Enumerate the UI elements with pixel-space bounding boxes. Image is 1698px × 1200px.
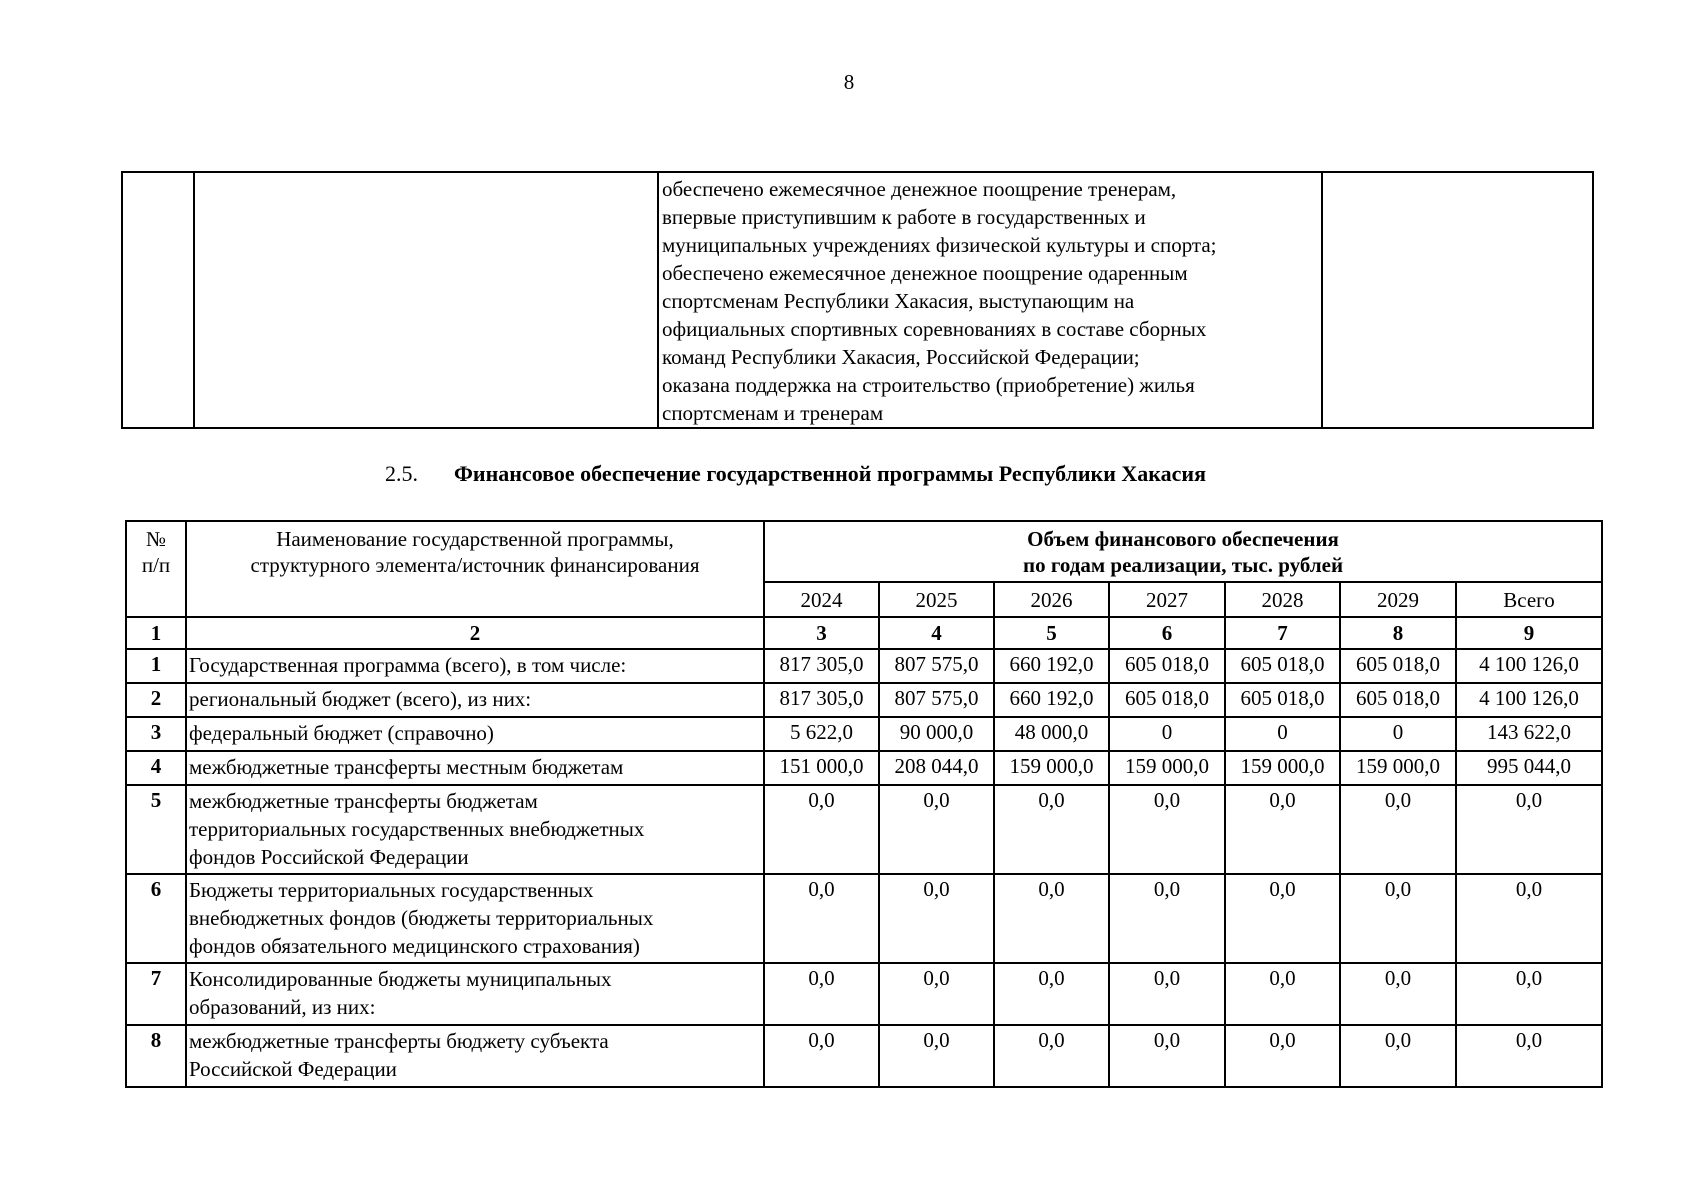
value-2028: 605 018,0 <box>1225 683 1340 717</box>
header-total: Всего <box>1456 582 1602 617</box>
page-number: 8 <box>843 70 855 94</box>
value-2029: 605 018,0 <box>1340 649 1456 683</box>
value-2028: 605 018,0 <box>1225 649 1340 683</box>
header-volume-line: Объем финансового обеспечения <box>1027 527 1339 551</box>
value-total: 995 044,0 <box>1456 751 1602 785</box>
continued-goals-cell <box>658 172 1322 428</box>
value-2027: 0,0 <box>1109 874 1225 963</box>
header-number <box>126 521 186 617</box>
row-name <box>186 717 764 751</box>
section-number: 2.5. <box>385 461 418 486</box>
value-2029: 605 018,0 <box>1340 683 1456 717</box>
header-name <box>186 521 764 617</box>
row-name <box>186 785 764 874</box>
header-number-line: п/п <box>141 553 171 577</box>
row-name-line: федеральный бюджет (справочно) <box>189 721 494 745</box>
value-2024: 0,0 <box>764 963 879 1025</box>
goal-line: оказана поддержка на строительство (приобретение) жилья <box>662 373 1195 397</box>
row-number: 7 <box>126 963 186 1025</box>
row-name <box>186 1025 764 1087</box>
continued-name-cell <box>194 172 658 428</box>
value-2026: 0,0 <box>994 1025 1109 1087</box>
value-2027: 0 <box>1109 717 1225 751</box>
table-row <box>126 874 1602 963</box>
value-2024: 817 305,0 <box>764 683 879 717</box>
column-number-row <box>126 617 1602 649</box>
value-2029: 0,0 <box>1340 785 1456 874</box>
value-2027: 0,0 <box>1109 785 1225 874</box>
table-row <box>126 751 1602 785</box>
value-2029: 0,0 <box>1340 1025 1456 1087</box>
value-2028: 159 000,0 <box>1225 751 1340 785</box>
value-2029: 0,0 <box>1340 874 1456 963</box>
goal-line: команд Республики Хакасия, Российской Федерации; <box>662 345 1140 369</box>
column-number: 7 <box>1225 617 1340 649</box>
row-name-line: межбюджетные трансферты бюджетам <box>189 789 538 813</box>
column-number: 5 <box>994 617 1109 649</box>
row-name <box>186 874 764 963</box>
row-name-line: Консолидированные бюджеты муниципальных <box>189 967 612 991</box>
table-row <box>126 649 1602 683</box>
row-number: 4 <box>126 751 186 785</box>
continued-last-cell <box>1322 172 1593 428</box>
goals-text <box>659 173 1321 427</box>
header-year: 2024 <box>764 582 879 617</box>
value-2025: 807 575,0 <box>879 683 994 717</box>
value-2029: 0 <box>1340 717 1456 751</box>
value-2024: 5 622,0 <box>764 717 879 751</box>
column-number: 9 <box>1456 617 1602 649</box>
value-2025: 0,0 <box>879 874 994 963</box>
value-2025: 0,0 <box>879 785 994 874</box>
table-row <box>126 717 1602 751</box>
continued-results-row <box>122 172 1593 428</box>
header-year: 2025 <box>879 582 994 617</box>
row-name-line: территориальных государственных внебюджетных <box>189 817 645 841</box>
value-2026: 0,0 <box>994 785 1109 874</box>
row-name-line: межбюджетные трансферты местным бюджетам <box>189 755 624 779</box>
goal-line: обеспечено ежемесячное денежное поощрение одаренным <box>662 261 1188 285</box>
value-total: 4 100 126,0 <box>1456 649 1602 683</box>
header-row-top <box>126 521 1602 582</box>
row-number: 2 <box>126 683 186 717</box>
value-2026: 660 192,0 <box>994 649 1109 683</box>
header-year: 2029 <box>1340 582 1456 617</box>
row-name-line: региональный бюджет (всего), из них: <box>189 687 532 711</box>
value-total: 0,0 <box>1456 785 1602 874</box>
section-heading <box>385 461 1206 487</box>
value-2025: 208 044,0 <box>879 751 994 785</box>
column-number: 6 <box>1109 617 1225 649</box>
value-2026: 660 192,0 <box>994 683 1109 717</box>
goal-line: спортсменам и тренерам <box>662 401 884 425</box>
row-name-line: фондов обязательного медицинского страхования) <box>189 934 640 958</box>
table-row <box>126 683 1602 717</box>
goal-line: официальных спортивных соревнованиях в составе сборных <box>662 317 1207 341</box>
goal-line: впервые приступившим к работе в государственных и <box>662 205 1146 229</box>
value-2025: 807 575,0 <box>879 649 994 683</box>
row-name-line: фондов Российской Федерации <box>189 845 469 869</box>
value-2024: 0,0 <box>764 874 879 963</box>
value-2028: 0 <box>1225 717 1340 751</box>
header-name-line: Наименование государственной программы, <box>276 527 674 551</box>
header-number-line: № <box>145 527 167 551</box>
value-total: 4 100 126,0 <box>1456 683 1602 717</box>
value-total: 0,0 <box>1456 874 1602 963</box>
value-2026: 159 000,0 <box>994 751 1109 785</box>
finance-table <box>125 520 1603 1088</box>
row-name-line: Российской Федерации <box>189 1057 397 1081</box>
row-name-line: межбюджетные трансферты бюджету субъекта <box>189 1029 609 1053</box>
header-volume-line: по годам реализации, тыс. рублей <box>1023 553 1344 577</box>
header-name-line: структурного элемента/источник финансирования <box>250 553 700 577</box>
goal-line: муниципальных учреждениях физической культуры и спорта; <box>662 233 1217 257</box>
row-name-line: внебюджетных фондов (бюджеты территориальных <box>189 906 654 930</box>
value-2026: 48 000,0 <box>994 717 1109 751</box>
value-2025: 0,0 <box>879 963 994 1025</box>
value-2029: 159 000,0 <box>1340 751 1456 785</box>
row-name-line: Бюджеты территориальных государственных <box>189 878 594 902</box>
header-year: 2026 <box>994 582 1109 617</box>
value-2027: 0,0 <box>1109 1025 1225 1087</box>
value-2028: 0,0 <box>1225 785 1340 874</box>
value-2028: 0,0 <box>1225 874 1340 963</box>
row-number: 3 <box>126 717 186 751</box>
table-row <box>126 1025 1602 1087</box>
value-2028: 0,0 <box>1225 963 1340 1025</box>
header-year: 2028 <box>1225 582 1340 617</box>
table-row <box>126 785 1602 874</box>
value-total: 143 622,0 <box>1456 717 1602 751</box>
row-number: 8 <box>126 1025 186 1087</box>
value-total: 0,0 <box>1456 963 1602 1025</box>
header-year: 2027 <box>1109 582 1225 617</box>
goal-line: обеспечено ежемесячное денежное поощрение тренерам, <box>662 177 1177 201</box>
value-2025: 90 000,0 <box>879 717 994 751</box>
row-number: 1 <box>126 649 186 683</box>
value-2026: 0,0 <box>994 963 1109 1025</box>
value-2024: 151 000,0 <box>764 751 879 785</box>
column-number: 1 <box>126 617 186 649</box>
value-2027: 605 018,0 <box>1109 683 1225 717</box>
row-number: 5 <box>126 785 186 874</box>
column-number: 8 <box>1340 617 1456 649</box>
row-name <box>186 649 764 683</box>
column-number: 4 <box>879 617 994 649</box>
value-2029: 0,0 <box>1340 963 1456 1025</box>
column-number: 3 <box>764 617 879 649</box>
value-total: 0,0 <box>1456 1025 1602 1087</box>
section-title: Финансовое обеспечение государственной программы Республики Хакасия <box>454 461 1206 486</box>
table-row <box>126 963 1602 1025</box>
value-2025: 0,0 <box>879 1025 994 1087</box>
value-2026: 0,0 <box>994 874 1109 963</box>
goal-line: спортсменам Республики Хакасия, выступающим на <box>662 289 1135 313</box>
row-name <box>186 751 764 785</box>
row-name-line: Государственная программа (всего), в том числе: <box>189 653 627 677</box>
row-name <box>186 683 764 717</box>
row-number: 6 <box>126 874 186 963</box>
value-2027: 159 000,0 <box>1109 751 1225 785</box>
value-2024: 0,0 <box>764 1025 879 1087</box>
value-2027: 605 018,0 <box>1109 649 1225 683</box>
header-volume <box>764 521 1602 582</box>
value-2024: 0,0 <box>764 785 879 874</box>
value-2027: 0,0 <box>1109 963 1225 1025</box>
row-name-line: образований, из них: <box>189 995 376 1019</box>
value-2024: 817 305,0 <box>764 649 879 683</box>
column-number: 2 <box>186 617 764 649</box>
continued-number-cell <box>122 172 194 428</box>
value-2028: 0,0 <box>1225 1025 1340 1087</box>
row-name <box>186 963 764 1025</box>
continued-results-table <box>121 171 1594 429</box>
